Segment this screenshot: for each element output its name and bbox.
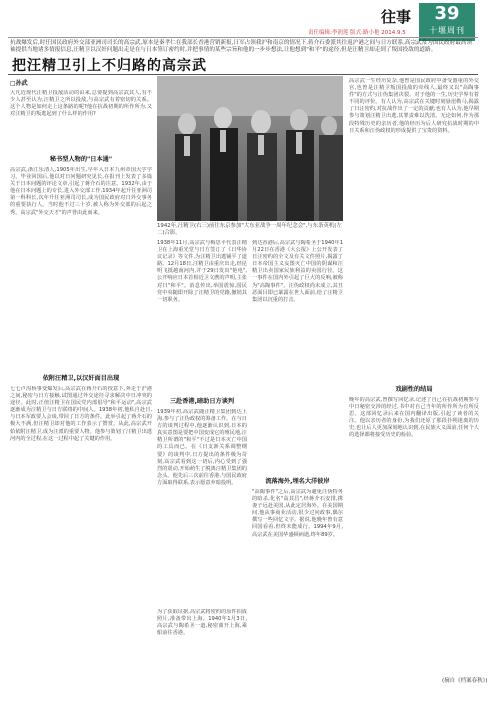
source-note: (摘自《档案春秋》) bbox=[442, 678, 488, 684]
col3-body-2: "高陶事件"之后,高宗武为避免汪伪特务的暗杀,化名"高其昌",经蒋介石安排,携妻子远赴美国,从此定居海外。在美国期间,他从事商业活动,很少过问政事,偶尔撰写一些回忆文字。据说,他晚年曾有意回国看看,但终未能成行。1994年9月,高宗武在美国华盛顿病逝,终年89岁。 bbox=[252, 489, 343, 538]
editor-meta: 责任编辑:李润莲 版式:路小艳 2014.9.5 bbox=[308, 30, 406, 36]
section-title: 往事 bbox=[381, 8, 412, 26]
col3-body-1: 到达香港后,高宗武与陶希圣于1940年1月22日在香港《大公报》上公开发表了日汪密约的全文及有关文件照片,揭露了日本帝国主义妄图灭亡中国的阴谋和汪精卫出卖国家民族利益的卖国行径。这一事件在国内外引起了巨大的反响,被称为"高陶事件"。汪伪政权尚未成立,其丑恶面目即已暴露在世人面前,给了汪精卫集团以沉重的打击。 bbox=[252, 240, 343, 303]
subheading-3: 三赴香港,暗助日方谈判 bbox=[169, 398, 235, 405]
col2-body-3: 为了获取证据,高宗武将密约的原件拍成照片,准备带出上海。1940年1月3日,高宗武与陶希圣一道,秘密离开上海,乘船前往香港。 bbox=[157, 609, 247, 637]
byline: □孙武 bbox=[10, 80, 28, 87]
subheading-4: 流落海外,埋名大洋彼岸 bbox=[265, 478, 330, 485]
col4-body-1: 高宗武一生经历复杂,他曾是国民政府中备受器重的外交官,也曾是汪精卫叛国投敌的牵线人,最终又以"高陶事件"的方式与汪伪集团决裂。对于他的一生,历史学界有着不同的评价。有人认为,高宗武在关键时刻悬崖勒马,揭露了日汪密约,对抗战作出了一定的贡献;也有人认为,他早期参与策划汪精卫出逃,其罪责难以洗清。无论如何,作为那段特殊历史的亲历者,他的经历为后人研究抗战时期的中日关系和汪伪政权的形成提供了宝贵的资料。 bbox=[349, 78, 479, 134]
col4-body-2: 晚年的高宗武,曾撰写回忆录,记述了自己在抗战初期参与中日秘密交涉的经过,书中对自己当年的所作所为有所反思。这部回忆录后来在国内翻译出版,引起了读者的关注。他以亲历者的身份,为我们还原了那段扑朔迷离的历史,也让后人更加深刻地认识到,在民族大义面前,任何个人的选择都将接受历史的检验。 bbox=[349, 397, 479, 439]
column-2 bbox=[157, 240, 247, 676]
header-divider bbox=[8, 37, 478, 38]
col1-body-1: 高宗武,浙江乐清人,1905年出生,早年入日本九州帝国大学学习。毕业回国后,他以对日问题研究见长,在报刊上发表了多篇关于日本问题的评论文章,引起了蒋介石的注意。1932年,由于他在日本问题上的专长,进入外交部工作,1934年起升任亚洲司第一科科长,次年升任亚洲司司长,成为国民政府对日外交事务的重要执行人。当时他不过三十岁,被人称为外交部的后起之秀。高宗武"外交天才"的声誉由此而来。 bbox=[10, 167, 152, 216]
subheading-2: 依附汪精卫,以汉奸面目出现 bbox=[42, 375, 120, 382]
col2-body-2: 1939年初,高宗武随汪精卫集团到达上海,参与了汪伪政权的筹备工作。在与日方的谈判过程中,他逐渐认识到,日本的真实意图是要把中国变成它的殖民地,汪精卫所谓的"和平"不过是日本灭亡中国的工具而已。在《日支新关系调整纲要》的谈判中,日方提出的条件极为苛刻,高宗武看到这一切后,内心受到了强烈的震动,开始萌生了脱离汪精卫集团的念头。他先后三次前往香港,与国民政府方面取得联系,表示愿意弃暗投明。 bbox=[157, 409, 247, 486]
col1-body-2: 七七卢沟桥事变爆发后,高宗武在蒋介石的授意下,奔走于沪港之间,秘密与日方接触,试图通过外交途径寻求解决中日冲突的途径。此时,正值汪精卫在国民党内部倡导"和平运动",高宗武逐渐成为汪精卫与日方联络的中间人。1938年初,他私自赴日,与日本军政要人会谈,带回了日方的条件。此举引起了蒋介石的极大不满,但汪精卫却对他的工作表示了赞赏。从此,高宗武开始依附汪精卫,成为汪派的重要人物。他参与策划了汪精卫出逃河内的全过程,在这一过程中起了关键的作用。 bbox=[10, 386, 152, 442]
column-1 bbox=[10, 78, 152, 676]
col1-intro: 大凡近现代汪精卫投敌活动的由来,总要提到高宗武其人,有不少人甚至认为,汪精卫之所以投敌,与高宗武有着密切的关系。这个人物是如何走上这条路的呢?他在抗战初期的所作所为,又对汪精卫的叛逃起到了什么样的作用? bbox=[10, 90, 152, 118]
photo-caption: 1942年,汪精卫(右三)前往东京参加"大东亚战争一周年纪念会",与东条英机(左二)合影。 bbox=[157, 223, 342, 236]
page-number: 39 bbox=[434, 3, 460, 24]
historical-photo bbox=[157, 76, 343, 221]
photo-illustration bbox=[157, 76, 343, 221]
column-4 bbox=[349, 78, 479, 674]
page-number-badge bbox=[419, 3, 475, 41]
headline-divider bbox=[8, 74, 478, 75]
article-headline: 把汪精卫引上不归路的高宗武 bbox=[12, 58, 207, 74]
col2-body-1: 1938年11月,高宗武与梅思平代表汪精卫在上海重光堂与日方签订了《日华协议记录》等文件,为汪精卫出逃铺平了道路。12月18日,汪精卫由重庆出走,经昆明飞抵越南河内,并于29日发出"艳电",公开响应日本首相近卫文麿的声明,主张对日"和平"。消息传出,举国震惊,国民党中央随即开除了汪精卫的党籍,撤销其一切职务。 bbox=[157, 240, 247, 303]
column-3 bbox=[252, 240, 343, 676]
subheading-1: 秘书型人物的"日本通" bbox=[49, 156, 113, 163]
subheading-5: 戏剧性的结局 bbox=[395, 386, 433, 393]
section-name: 十堰周刊 bbox=[429, 26, 465, 35]
lead-paragraph: 抗战爆发后,时任国民政府外交部亚洲司司长的高宗武,原本是秦孝仁在我部长香港营销新报,日军占领我沪和南京的情况下,蒋介石委派其往返沪港之间与日方联系,高宗武常为国民政府最高领袖提供当地诸多情报信息,汪精卫以汉奸问题出走是在与日本签订密约时,并把事情的某些宗旨和他的一步步想法,让他想到"和平"的途径,但是汪精卫却走到了叛国投敌的道路。 bbox=[10, 40, 472, 53]
